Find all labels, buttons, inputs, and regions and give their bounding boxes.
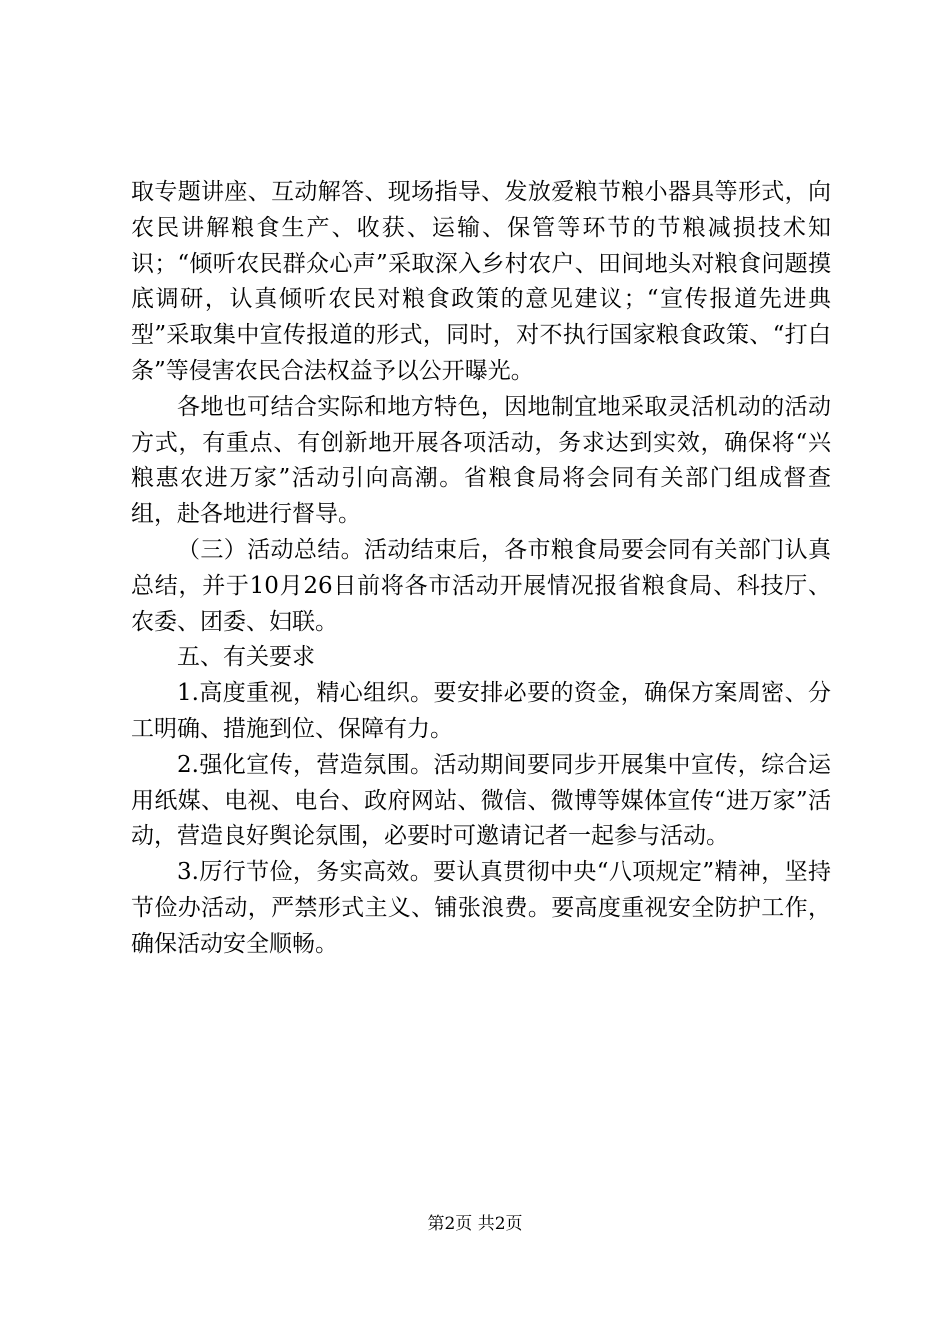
requirement-item-3: 3.厉行节俭，务实高效。要认真贯彻中央“八项规定”精神，坚持节俭办活动，严禁形式主义、铺张浪费。要高度重视安全防护工作，确保活动安全顺畅。: [131, 859, 831, 957]
paragraph-local-activities: 各地也可结合实际和地方特色，因地制宜地采取灵活机动的活动方式，有重点、有创新地开展各项活动，务求达到实效，确保将“兴粮惠农进万家”活动引向高潮。省粮食局将会同有关部门组成督查组，赴各地进行督导。: [131, 393, 831, 528]
paragraph-continuation: 取专题讲座、互动解答、现场指导、发放爱粮节粮小器具等形式，向农民讲解粮食生产、收获、运输、保管等环节的节粮减损技术知识；“倾听农民群众心声”采取深入乡村农户、田间地头对粮食问题摸底调研，认真倾听农民对粮食政策的意见建议；“宣传报道先进典型”采取集中宣传报道的形式，同时，对不执行国家粮食政策、“打白条”等侵害农民合法权益予以公开曝光。: [131, 179, 831, 384]
page-number-footer: 第2页 共2页: [427, 1214, 523, 1234]
section-heading-requirements: 五、有关要求: [177, 644, 315, 671]
document-body: [131, 175, 831, 963]
requirement-item-1: 1.高度重视，精心组织。要安排必要的资金，确保方案周密、分工明确、措施到位、保障有力。: [131, 680, 831, 742]
paragraph-activity-summary: （三）活动总结。活动结束后，各市粮食局要会同有关部门认真总结，并于10月26日前将各市活动开展情况报省粮食局、科技厅、农委、团委、妇联。: [131, 536, 831, 635]
requirement-item-2: 2.强化宣传，营造氛围。活动期间要同步开展集中宣传，综合运用纸媒、电视、电台、政府网站、微信、微博等媒体宣传“进万家”活动，营造良好舆论氛围，必要时可邀请记者一起参与活动。: [131, 751, 831, 850]
